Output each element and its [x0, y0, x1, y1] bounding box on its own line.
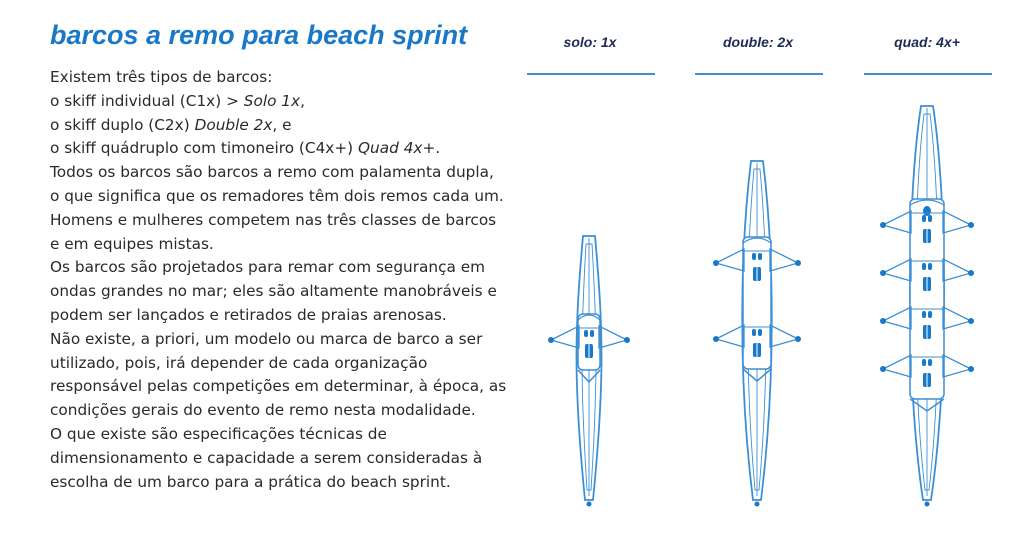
rigger-right: [943, 307, 971, 329]
text-line: [50, 90, 530, 114]
rower-hand-left: [922, 311, 926, 318]
rower-hand-right: [590, 330, 594, 337]
boat-label-quad: quad: 4x+: [894, 34, 960, 50]
text-segment: ,: [300, 91, 305, 110]
text-segment: Todos os barcos são barcos a remo com palamenta dupla,: [50, 163, 494, 182]
text-segment: o skiff individual (C1x) >: [50, 91, 244, 110]
oarlock-right: [795, 336, 801, 342]
text-line: [50, 161, 530, 185]
description-paragraph: [50, 66, 530, 494]
text-line: [50, 66, 530, 90]
text-segment: Existem três tipos de barcos:: [50, 68, 273, 86]
rigger-right: [943, 355, 971, 377]
text-segment: podem ser lançados e retirados de praias arenosas.: [50, 305, 447, 324]
rower-hand-right: [928, 215, 932, 222]
oarlock-right: [968, 366, 974, 372]
cockpit: [578, 314, 600, 370]
text-segment: condições gerais do evento de remo nesta modalidade.: [50, 401, 476, 420]
page-title: barcos a remo para beach sprint: [50, 20, 468, 50]
rower-hand-right: [928, 263, 932, 270]
text-segment: o skiff duplo (C2x): [50, 115, 195, 134]
rigger-left: [883, 355, 911, 377]
text-line: [50, 304, 530, 328]
boat-name-italic: Double 2x: [194, 115, 273, 134]
text-segment: o que significa que os remadores têm dois remos cada um.: [50, 186, 504, 205]
coxswain-icon: [923, 206, 931, 216]
rigger-left: [883, 307, 911, 329]
boat-1x-icon: [548, 236, 630, 507]
text-line: [50, 209, 530, 233]
text-line: [50, 137, 530, 161]
text-segment: .: [435, 139, 441, 158]
rigger-left: [551, 326, 579, 348]
oarlock-right: [968, 318, 974, 324]
text-line: [50, 114, 530, 138]
boat-4x-icon: [880, 106, 974, 507]
stern-dot: [925, 502, 930, 507]
rower-hand-right: [928, 311, 932, 318]
oarlock-left: [880, 270, 886, 276]
boat-diagram: [514, 18, 1024, 518]
oarlock-right: [795, 260, 801, 266]
text-segment: e em equipes mistas.: [50, 234, 214, 253]
boat-label-solo: solo: 1x: [563, 34, 617, 50]
stern-dot: [755, 502, 760, 507]
text-segment: O que existe são especificações técnicas de: [50, 424, 387, 443]
text-segment: ondas grandes no mar; eles são altamente manobráveis e: [50, 282, 497, 301]
oarlock-right: [968, 270, 974, 276]
text-line: [50, 423, 530, 447]
rigger-right: [943, 259, 971, 281]
oarlock-left: [880, 222, 886, 228]
boat-name-italic: Solo 1x: [243, 91, 301, 110]
rower-hand-left: [584, 330, 588, 337]
text-segment: Homens e mulheres competem nas três classes de barcos: [50, 210, 497, 229]
text-segment: , e: [272, 115, 292, 134]
text-segment: escolha de um barco para a prática do beach sprint.: [50, 472, 451, 491]
boats-svg: [514, 18, 1024, 518]
oarlock-left: [880, 366, 886, 372]
rower-hand-left: [922, 215, 926, 222]
rigger-left: [883, 259, 911, 281]
rower-hand-right: [758, 329, 762, 336]
stern-dot: [587, 502, 592, 507]
rower-hand-left: [922, 359, 926, 366]
text-segment: Os barcos são projetados para remar com segurança em: [50, 258, 486, 277]
rower-hand-left: [752, 253, 756, 260]
text-line: [50, 185, 530, 209]
oarlock-right: [968, 222, 974, 228]
text-segment: o skiff quádruplo com timoneiro (C4x+): [50, 139, 359, 158]
rigger-right: [943, 211, 971, 233]
text-line: [50, 256, 530, 280]
text-segment: responsável pelas competições em determinar, à época, as: [50, 377, 507, 396]
text-line: [50, 447, 530, 471]
rower-hand-left: [752, 329, 756, 336]
rigger-left: [716, 325, 744, 347]
text-segment: utilizado, pois, irá depender de cada organização: [50, 353, 428, 372]
rigger-left: [883, 211, 911, 233]
rower-hand-right: [758, 253, 762, 260]
oarlock-right: [624, 337, 630, 343]
oarlock-left: [713, 336, 719, 342]
oarlock-left: [713, 260, 719, 266]
text-segment: dimensionamento e capacidade a serem consideradas à: [50, 448, 483, 467]
text-line: [50, 375, 530, 399]
boat-2x-icon: [713, 161, 801, 507]
text-line: [50, 280, 530, 304]
text-line: [50, 399, 530, 423]
rower-hand-right: [928, 359, 932, 366]
text-line: [50, 328, 530, 352]
rigger-right: [599, 326, 627, 348]
boat-name-italic: Quad 4x+: [358, 139, 436, 158]
boat-label-double: double: 2x: [722, 34, 793, 50]
text-line: [50, 233, 530, 257]
oarlock-left: [880, 318, 886, 324]
rower-hand-left: [922, 263, 926, 270]
rigger-right: [770, 325, 798, 347]
text-segment: Não existe, a priori, um modelo ou marca de barco a ser: [50, 329, 483, 348]
text-line: [50, 471, 530, 495]
rigger-right: [770, 249, 798, 271]
rigger-left: [716, 249, 744, 271]
text-line: [50, 352, 530, 376]
oarlock-left: [548, 337, 554, 343]
